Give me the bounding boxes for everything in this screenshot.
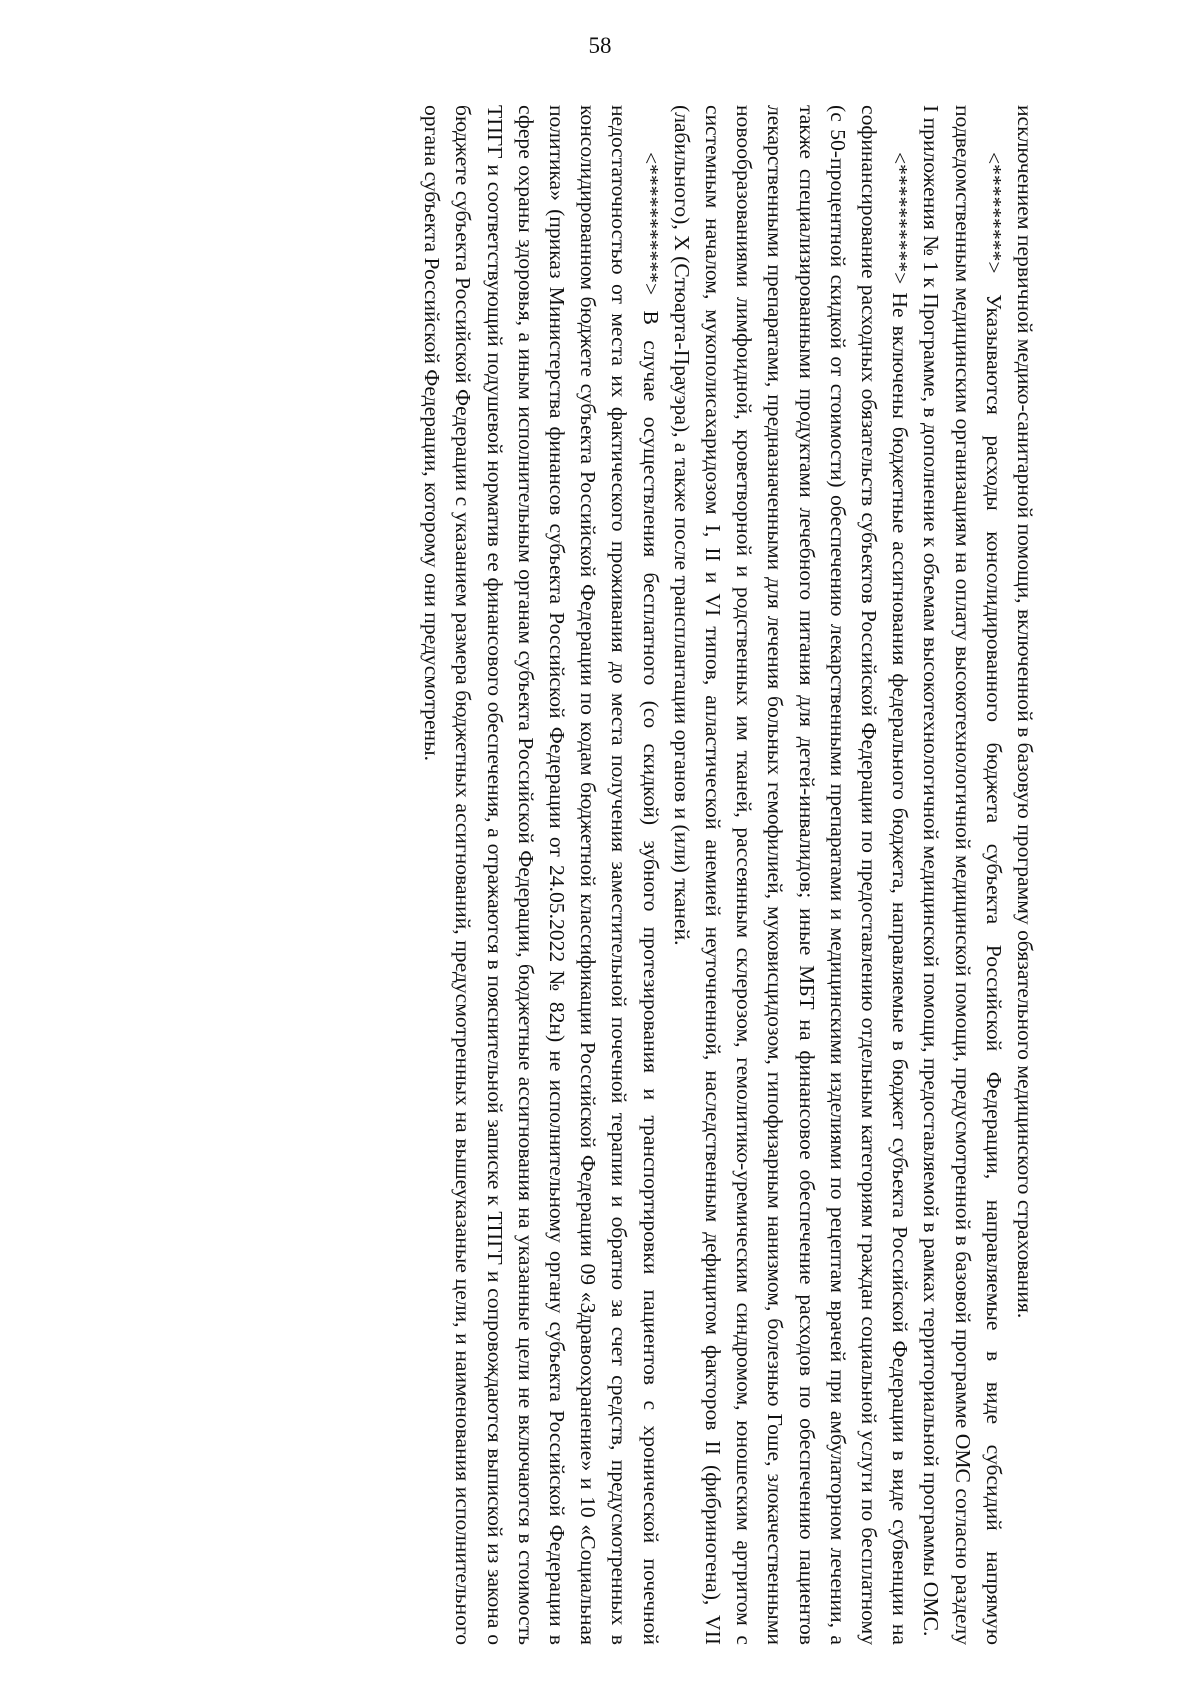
footnote-marker: <*********>: [981, 152, 1006, 274]
footnote-paragraph: [416, 105, 666, 1645]
footnote-marker: <**********>: [888, 152, 913, 285]
footnote-marker: <***********>: [638, 152, 663, 296]
paragraph-text: Не включены бюджетные ассигнования федерального бюджета, направляемые в бюджет субъекта Российской Федерации в виде субвенции на софинансирование расходных обязательств субъектов Российской Федерации по предоставлению отдельным категориям граждан социальной услуги по бесплатному (с 50-процентной скидкой от стоимости) обеспечению лекарственными препаратами и медицинскими изделиями по рецептам врачей при амбулаторном лечении, а также специализированными продуктами лечебного питания для детей-инвалидов; иные МБТ на финансовое обеспечение расходов по обеспечению пациентов лекарственными препаратами, предназначенными для лечения больных гемофилией, муковисцидозом, гипофизарным нанизмом, болезнью Гоше, злокачественными новообразованиями лимфоидной, кроветворной и родственных им тканей, рассеянным склерозом, гемолитико-уремическим синдромом, юношеским артритом с системным началом, мукополисахаридозом I, II и VI типов, апластической анемией неуточненной, наследственным дефицитом факторов II (фибриногена), VII (лабильного), X (Стюарта-Прауэра), а также после трансплантации органов и (или) тканей.: [669, 105, 913, 1646]
footnote-paragraph: [915, 105, 1009, 1645]
paragraph-continuation: [1009, 105, 1040, 1645]
footnote-paragraph: [666, 105, 916, 1645]
page-number: 58: [588, 33, 612, 58]
paragraph-text: исключением первичной медико-санитарной помощи, включенной в базовую программу обязательного медицинского страхования.: [1013, 105, 1037, 1319]
rotated-text-block: [168, 105, 1040, 1645]
paragraph-text: В случае осуществления бесплатного (со скидкой) зубного протезирования и транспортировки пациентов с хронической почечной недостаточностью от места их фактического проживания до места получения заместительной почечной терапии и обратно за счет средств, предусмотренных в консолидированном бюджете субъекта Российской Федерации по кодам бюджетной классификации Российской Федерации 09 «Здравоохранение» и 10 «Социальная политика» (приказ Министерства финансов субъекта Российской Федерации от 24.05.2022 № 82н) не исполнительному органу субъекта Российской Федерации в сфере охраны здоровья, а иным исполнительным органам субъекта Российской Федерации, бюджетные ассигнования на указанные цели не включаются в стоимость ТПГГ и соответствующий подушевой норматив ее финансового обеспечения, а отражаются в пояснительной записке к ТПГГ и сопровождаются выпиской из закона о бюджете субъекта Российской Федерации с указанием размера бюджетных ассигнований, предусмотренных на вышеуказаные цели, и наименования исполнительного органа субъекта Российской Федерации, которому они предусмотрены.: [420, 105, 663, 1645]
paragraph-text: Указываются расходы консолидированного бюджета субъекта Российской Федерации, направляемые в виде субсидий напрямую подведомственным медицинским организациям на оплату высокотехнологичной медицинской помощи, предусмотренной в базовой программе ОМС согласно разделу I приложения № 1 к Программе, в дополнение к объемам высокотехнологичной медицинской помощи, предоставляемой в рамках территориальной программы ОМС.: [919, 105, 1006, 1645]
